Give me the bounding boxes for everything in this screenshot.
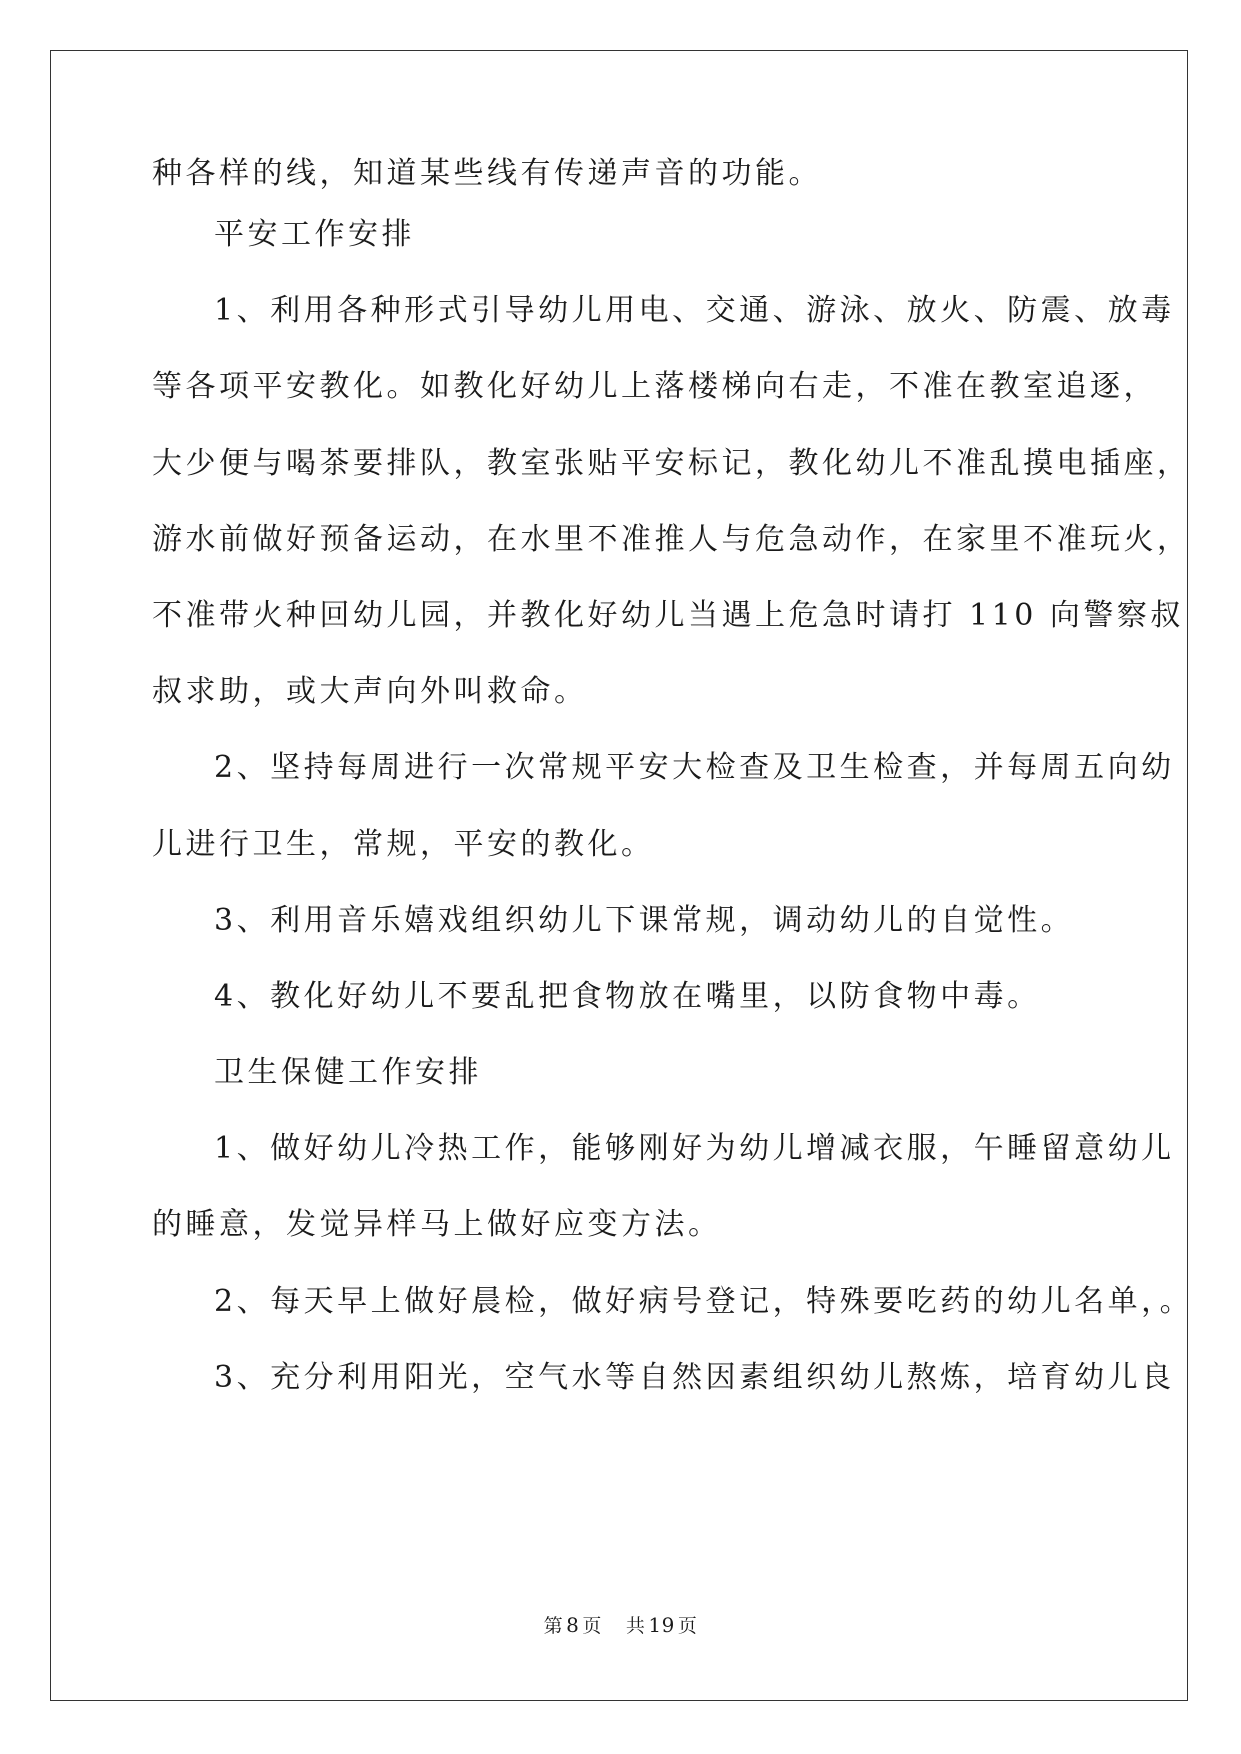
paragraph-line: 4、教化好幼儿不要乱把食物放在嘴里，以防食物中毒。 [214, 978, 1041, 1014]
section-heading-hygiene: 卫生保健工作安排 [214, 1055, 482, 1091]
paragraph-line: 3、利用音乐嬉戏组织幼儿下课常规，调动幼儿的自觉性。 [214, 902, 1075, 938]
page-footer [0, 1611, 1241, 1638]
paragraph-line: 3、充分利用阳光，空气水等自然因素组织幼儿熬炼，培育幼儿良 [214, 1359, 1175, 1395]
page-prefix: 第 [543, 1615, 564, 1637]
paragraph-line: 叔求助，或大声向外叫救命。 [152, 674, 588, 710]
paragraph-line: 大少便与喝茶要排队，教室张贴平安标记，教化幼儿不准乱摸电插座， [152, 445, 1191, 481]
paragraph-line: 等各项平安教化。如教化好幼儿上落楼梯向右走，不准在教室追逐， [152, 369, 1157, 405]
paragraph-line: 1、利用各种形式引导幼儿用电、交通、游泳、放火、防震、放毒 [214, 293, 1175, 329]
total-suffix: 页 [677, 1615, 698, 1637]
paragraph-line: 2、坚持每周进行一次常规平安大检查及卫生检查，并每周五向幼 [214, 750, 1175, 786]
page-suffix: 页 [582, 1615, 602, 1637]
paragraph-line: 不准带火种回幼儿园，并教化好幼儿当遇上危急时请打 110 向警察叔 [152, 597, 1184, 633]
section-heading-safety: 平安工作安排 [214, 217, 415, 252]
paragraph-line: 游水前做好预备运动，在水里不准推人与危急动作，在家里不准玩火， [152, 521, 1191, 557]
total-prefix: 共 [625, 1615, 646, 1637]
paragraph-line: 1、做好幼儿冷热工作，能够刚好为幼儿增减衣服，午睡留意幼儿 [214, 1131, 1175, 1167]
paragraph-line: 儿进行卫生，常规，平安的教化。 [152, 826, 655, 862]
page-number: 8 [566, 1613, 580, 1637]
paragraph-line: 种各样的线，知道某些线有传递声音的功能。 [152, 156, 822, 191]
total-pages: 19 [648, 1613, 675, 1637]
document-body [152, 150, 1194, 1416]
paragraph-line: 的睡意，发觉异样马上做好应变方法。 [152, 1207, 722, 1243]
paragraph-line: 2、每天早上做好晨检，做好病号登记，特殊要吃药的幼儿名单，。 [214, 1283, 1194, 1319]
